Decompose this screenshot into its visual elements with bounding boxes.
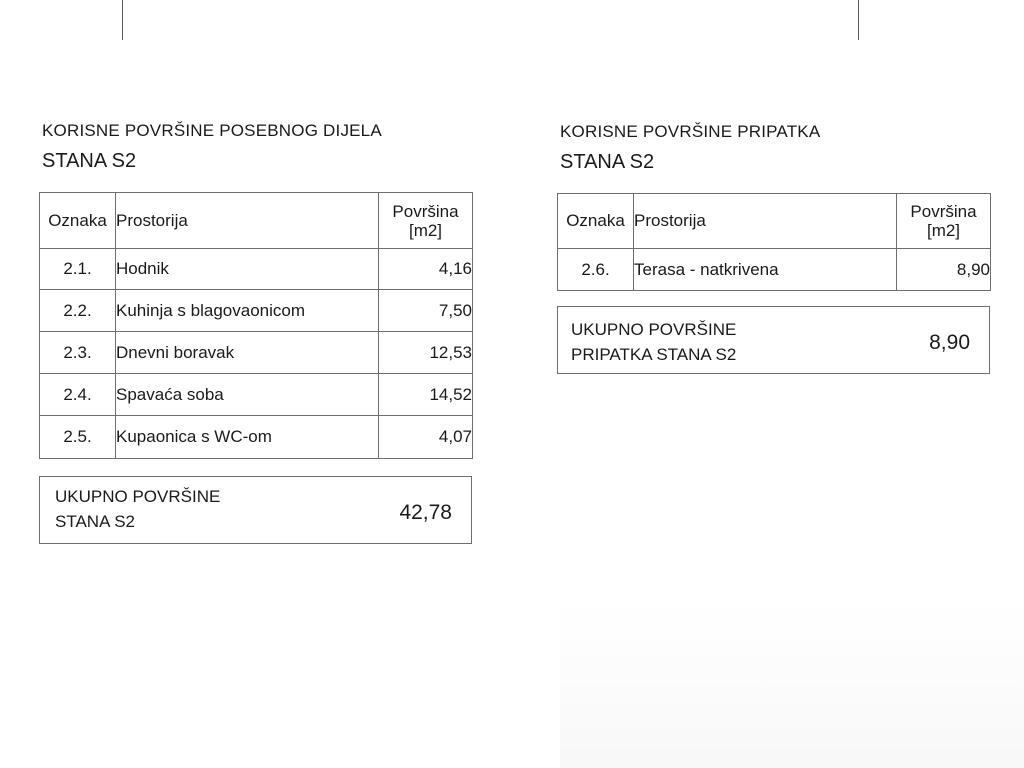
- header-code: Oznaka: [40, 193, 116, 249]
- left-total-box: [39, 476, 472, 544]
- scan-shading: [560, 600, 1024, 768]
- row-room: Terasa - natkrivena: [634, 249, 897, 291]
- row-code: 2.6.: [558, 249, 634, 291]
- left-total-line1: UKUPNO POVRŠINE: [55, 487, 221, 506]
- right-title: KORISNE POVRŠINE PRIPATKA: [560, 122, 821, 141]
- header-area-line2: [m2]: [926, 221, 961, 240]
- header-area-line1: Površina: [392, 201, 459, 221]
- header-area: [897, 194, 991, 249]
- row-area: 4,16: [379, 249, 473, 290]
- crop-mark-left: [122, 0, 123, 40]
- left-total-line2: STANA S2: [55, 512, 135, 531]
- right-total-value: 8,90: [929, 331, 970, 354]
- table-row: [40, 332, 473, 374]
- row-room: Dnevni boravak: [116, 332, 379, 374]
- row-code: 2.5.: [40, 416, 116, 459]
- table-row: [40, 374, 473, 416]
- right-area-table: [557, 193, 991, 291]
- right-subtitle: STANA S2: [560, 151, 655, 173]
- left-area-table: [39, 192, 473, 459]
- header-room: Prostorija: [116, 193, 379, 249]
- table-header-row: [40, 193, 473, 249]
- header-area-line1: Površina: [910, 202, 977, 221]
- right-total-box: [557, 306, 990, 374]
- table-row: [40, 249, 473, 290]
- table-row: [558, 249, 991, 291]
- right-total-line1: UKUPNO POVRŠINE: [571, 320, 737, 339]
- table-header-row: [558, 194, 991, 249]
- row-code: 2.2.: [40, 290, 116, 332]
- row-area: 7,50: [379, 290, 473, 332]
- left-title: KORISNE POVRŠINE POSEBNOG DIJELA: [42, 121, 382, 140]
- row-code: 2.4.: [40, 374, 116, 416]
- row-room: Hodnik: [116, 249, 379, 290]
- header-code: Oznaka: [558, 194, 634, 249]
- header-area-line2: [m2]: [408, 220, 443, 240]
- row-room: Kuhinja s blagovaonicom: [116, 290, 379, 332]
- left-total-label: [55, 484, 220, 534]
- table-row: [40, 416, 473, 459]
- row-code: 2.3.: [40, 332, 116, 374]
- right-total-line2: PRIPATKA STANA S2: [571, 345, 737, 364]
- table-row: [40, 290, 473, 332]
- row-code: 2.1.: [40, 249, 116, 290]
- left-total-value: 42,78: [399, 501, 452, 524]
- row-area: 8,90: [897, 249, 991, 291]
- row-area: 14,52: [379, 374, 473, 416]
- row-room: Kupaonica s WC-om: [116, 416, 379, 459]
- header-room: Prostorija: [634, 194, 897, 249]
- row-room: Spavaća soba: [116, 374, 379, 416]
- row-area: 12,53: [379, 332, 473, 374]
- crop-mark-right: [858, 0, 859, 40]
- left-subtitle: STANA S2: [42, 150, 137, 172]
- right-total-label: [571, 317, 736, 367]
- header-area: [379, 193, 473, 249]
- row-area: 4,07: [379, 416, 473, 459]
